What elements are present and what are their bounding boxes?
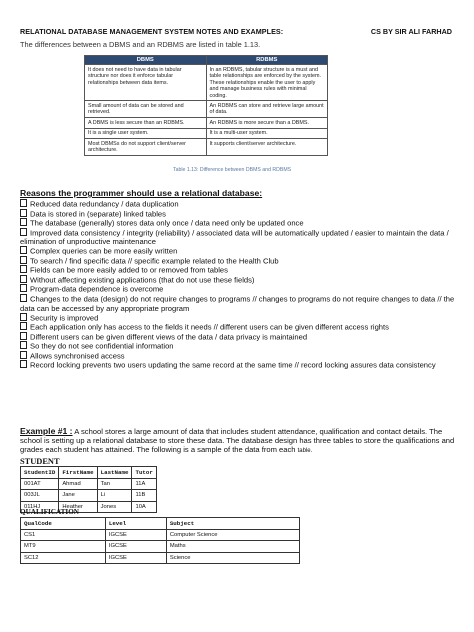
list-item bbox=[20, 199, 460, 209]
checkbox-glyph-icon bbox=[20, 351, 27, 359]
table-cell: IGCSE bbox=[105, 529, 166, 541]
table-cell: 11A bbox=[132, 478, 156, 490]
example-label: Example #1 : bbox=[20, 426, 73, 436]
list-item-text: Complex queries can be more easily written bbox=[30, 246, 178, 256]
list-item bbox=[20, 341, 460, 351]
table-cell: 11B bbox=[132, 490, 156, 502]
author-label: CS BY SIR ALI FARHAD bbox=[370, 27, 452, 36]
column-header: QualCode bbox=[21, 518, 106, 530]
checkbox-glyph-icon bbox=[20, 218, 27, 226]
table-cell: 10A bbox=[132, 501, 156, 513]
table-cell: Jane bbox=[59, 490, 97, 502]
comparison-row bbox=[85, 118, 328, 128]
list-item-text: Changes to the data (design) do not require changes to programs // changes to programs do not require changes to data // the data can be accessed by any appropriate program bbox=[20, 294, 455, 313]
comparison-cell: A DBMS is less secure than an RDBMS. bbox=[85, 118, 207, 128]
checkbox-glyph-icon bbox=[20, 341, 27, 349]
list-item bbox=[20, 256, 460, 266]
table-caption: Table 1.13: Difference between DBMS and RDBMS bbox=[173, 167, 292, 173]
checkbox-glyph-icon bbox=[20, 332, 27, 340]
list-item bbox=[20, 360, 460, 370]
table-cell: Ahmad bbox=[59, 478, 97, 490]
checkbox-glyph-icon bbox=[20, 199, 27, 207]
intro-text: The differences between a DBMS and an RDBMS are listed in table 1.13. bbox=[20, 40, 261, 49]
comparison-row bbox=[85, 139, 328, 156]
example-tail: table. bbox=[297, 448, 313, 455]
comparison-cell: An RDBMS is more secure than a DBMS. bbox=[206, 118, 328, 128]
checkbox-glyph-icon bbox=[20, 275, 27, 283]
list-item-text: Without affecting existing applications (that do not use these fields) bbox=[30, 275, 255, 285]
column-header: Level bbox=[105, 518, 166, 530]
list-item-text: Record locking prevents two users updating the same record at the same time // record locking assures data consistency bbox=[30, 360, 436, 370]
comparison-header: RDBMS bbox=[206, 56, 328, 65]
table-cell: Jones bbox=[97, 501, 132, 513]
table-cell: CS1 bbox=[21, 529, 106, 541]
table-row bbox=[21, 552, 300, 564]
column-header: Subject bbox=[166, 518, 299, 530]
table-cell: Computer Science bbox=[166, 529, 299, 541]
checkbox-glyph-icon bbox=[20, 294, 27, 302]
comparison-cell: Most DBMSs do not support client/server architecture. bbox=[85, 139, 207, 156]
checkbox-glyph-icon bbox=[20, 313, 27, 321]
list-item-text: Allows synchronised access bbox=[30, 351, 125, 361]
list-item-text: Security is improved bbox=[30, 313, 99, 323]
comparison-header: DBMS bbox=[85, 56, 207, 65]
list-item bbox=[20, 265, 460, 275]
list-item-text: So they do not see confidential information bbox=[30, 341, 174, 351]
qualification-heading: QUALIFICATION bbox=[20, 508, 79, 516]
checkbox-glyph-icon bbox=[20, 265, 27, 273]
table-cell: MT9 bbox=[21, 541, 106, 553]
checkbox-glyph-icon bbox=[20, 228, 27, 236]
checkbox-glyph-icon bbox=[20, 256, 27, 264]
table-cell: IGCSE bbox=[105, 552, 166, 564]
table-cell: 011HJ bbox=[21, 501, 59, 513]
list-item-text: Each application only has access to the fields it needs // different users can be given different access rights bbox=[30, 322, 389, 332]
comparison-row bbox=[85, 128, 328, 138]
checkbox-glyph-icon bbox=[20, 246, 27, 254]
comparison-cell: It supports client/server architecture. bbox=[206, 139, 328, 156]
list-item-text: Program-data dependence is overcome bbox=[30, 284, 164, 294]
list-item-text: Reduced data redundancy / data duplication bbox=[30, 199, 179, 209]
table-cell: 003JL bbox=[21, 490, 59, 502]
document-title: RELATIONAL DATABASE MANAGEMENT SYSTEM NOTES AND EXAMPLES: bbox=[20, 27, 284, 36]
comparison-cell: In an RDBMS, tabular structure is a must and table relationships are enforced by the system. These relationships enable the user to apply and manage business rules with minimal coding. bbox=[206, 65, 328, 101]
list-item-text: Data is stored in (separate) linked tables bbox=[30, 209, 166, 219]
list-item-text: Fields can be more easily added to or removed from tables bbox=[30, 265, 228, 275]
table-cell: IGCSE bbox=[105, 541, 166, 553]
column-header: StudentID bbox=[21, 467, 59, 479]
table-cell: Li bbox=[97, 490, 132, 502]
student-table bbox=[20, 466, 157, 513]
checkbox-glyph-icon bbox=[20, 360, 27, 368]
table-cell: 001AT bbox=[21, 478, 59, 490]
list-item bbox=[20, 332, 460, 342]
checkbox-glyph-icon bbox=[20, 284, 27, 292]
qualification-table bbox=[20, 517, 300, 564]
list-item bbox=[20, 218, 460, 228]
list-item-text: To search / find specific data // specific example related to the Health Club bbox=[30, 256, 279, 266]
list-item bbox=[20, 313, 460, 323]
list-item-text: Improved data consistency / integrity (reliability) / associated data will be automatically updated / easier to maintain the data / elimination of unproductive maintenance bbox=[20, 228, 449, 247]
comparison-table bbox=[84, 55, 328, 156]
section-title: Reasons the programmer should use a relational database: bbox=[20, 188, 263, 198]
table-cell: Heather bbox=[59, 501, 97, 513]
column-header: FirstName bbox=[59, 467, 97, 479]
checkbox-glyph-icon bbox=[20, 322, 27, 330]
list-item bbox=[20, 228, 460, 247]
list-item bbox=[20, 246, 460, 256]
comparison-cell: It is a single user system. bbox=[85, 128, 207, 138]
list-item-text: The database (generally) stores data only once / data need only be updated once bbox=[30, 218, 304, 228]
example-paragraph bbox=[20, 427, 460, 456]
comparison-cell: Small amount of data can be stored and retrieved. bbox=[85, 101, 207, 118]
list-item-text: Different users can be given different views of the data / data privacy is maintained bbox=[30, 332, 308, 342]
list-item bbox=[20, 284, 460, 294]
list-item bbox=[20, 351, 460, 361]
comparison-cell: An RDBMS can store and retrieve large amount of data. bbox=[206, 101, 328, 118]
comparison-row bbox=[85, 101, 328, 118]
list-item bbox=[20, 294, 460, 313]
column-header: LastName bbox=[97, 467, 132, 479]
checkbox-glyph-icon bbox=[20, 209, 27, 217]
table-cell: Tan bbox=[97, 478, 132, 490]
list-item bbox=[20, 275, 460, 285]
table-cell: SC12 bbox=[21, 552, 106, 564]
table-row bbox=[21, 478, 157, 490]
table-cell: Science bbox=[166, 552, 299, 564]
column-header: Tutor bbox=[132, 467, 156, 479]
list-item bbox=[20, 322, 460, 332]
comparison-row bbox=[85, 65, 328, 101]
comparison-cell: It is a multi-user system. bbox=[206, 128, 328, 138]
table-cell: Maths bbox=[166, 541, 299, 553]
example-text: A school stores a large amount of data that includes student attendance, qualification and contact details. The school is setting up a relational database to store these data. The database design has three tables to store the qualifications and grades each student has attained. The following is a sample of the data from each bbox=[20, 427, 455, 455]
table-row bbox=[21, 529, 300, 541]
student-heading: STUDENT bbox=[20, 457, 60, 466]
reasons-list bbox=[20, 199, 460, 370]
table-row bbox=[21, 490, 157, 502]
comparison-cell: It does not need to have data in tabular structure nor does it enforce tabular relationships between data items. bbox=[85, 65, 207, 101]
list-item bbox=[20, 209, 460, 219]
table-row bbox=[21, 541, 300, 553]
